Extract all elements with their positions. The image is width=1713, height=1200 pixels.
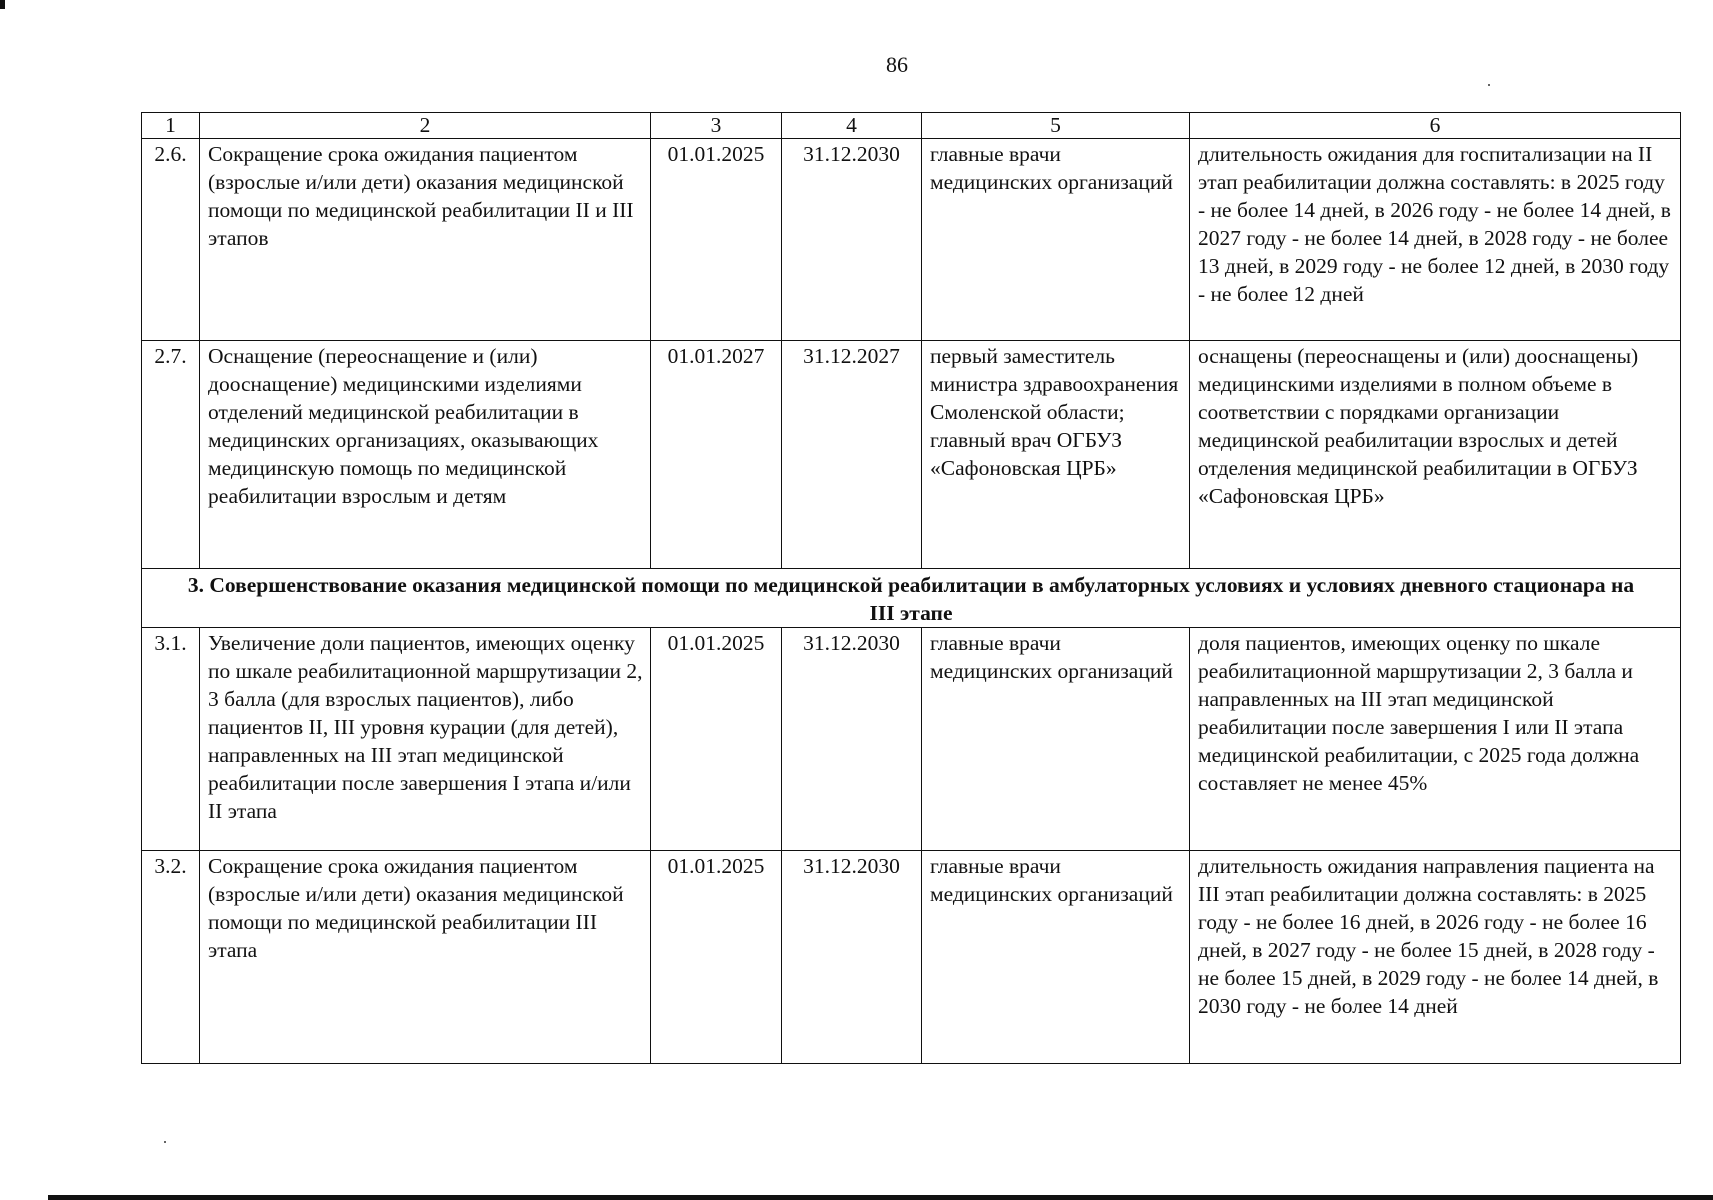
responsible-party: главные врачи медицинских организаций bbox=[922, 628, 1190, 851]
task-description: Оснащение (переоснащение и (или) дооснащение) медицинскими изделиями отделений медицинской реабилитации в медицинских организациях, оказывающих медицинскую помощь по медицинской реабилитации взрослым и детям bbox=[200, 341, 651, 569]
scan-corner-mark bbox=[0, 0, 5, 9]
end-date: 31.12.2027 bbox=[782, 341, 922, 569]
section-row bbox=[142, 569, 1681, 628]
scan-speck bbox=[164, 1141, 166, 1143]
table-row bbox=[142, 628, 1681, 851]
task-description: Сокращение срока ожидания пациентом (взрослые и/или дети) оказания медицинской помощи по медицинской реабилитации III этапа bbox=[200, 851, 651, 1064]
item-number: 2.7. bbox=[142, 341, 200, 569]
section-title: 3. Совершенствование оказания медицинской помощи по медицинской реабилитации в амбулаторных условиях и условиях дневного стационара на III этапе bbox=[142, 569, 1681, 628]
responsible-party: главные врачи медицинских организаций bbox=[922, 139, 1190, 341]
column-header: 6 bbox=[1190, 113, 1681, 139]
table-row bbox=[142, 139, 1681, 341]
end-date: 31.12.2030 bbox=[782, 851, 922, 1064]
task-description: Увеличение доли пациентов, имеющих оценку по шкале реабилитационной маршрутизации 2, 3 балла (для взрослых пациентов), либо пациентов II, III уровня курации (для детей), направленных на III этап медицинской реабилитации после завершения I этапа и/или II этапа bbox=[200, 628, 651, 851]
column-header: 3 bbox=[651, 113, 782, 139]
end-date: 31.12.2030 bbox=[782, 628, 922, 851]
task-description: Сокращение срока ожидания пациентом (взрослые и/или дети) оказания медицинской помощи по медицинской реабилитации II и III этапов bbox=[200, 139, 651, 341]
item-number: 2.6. bbox=[142, 139, 200, 341]
column-header: 1 bbox=[142, 113, 200, 139]
bottom-border-line bbox=[48, 1195, 1713, 1200]
column-number-row bbox=[142, 113, 1681, 139]
expected-result: доля пациентов, имеющих оценку по шкале реабилитационной маршрутизации 2, 3 балла и направленных на III этап медицинской реабилитации после завершения I или II этапа медицинской реабилитации, с 2025 года должна составляет не менее 45% bbox=[1190, 628, 1681, 851]
start-date: 01.01.2025 bbox=[651, 628, 782, 851]
item-number: 3.1. bbox=[142, 628, 200, 851]
table-row bbox=[142, 851, 1681, 1064]
expected-result: длительность ожидания для госпитализации на II этап реабилитации должна составлять: в 2025 году - не более 14 дней, в 2026 году - не более 14 дней, в 2027 году - не более 14 дней, в 2028 году - не более 13 дней, в 2029 году - не более 12 дней, в 2030 году - не более 12 дней bbox=[1190, 139, 1681, 341]
start-date: 01.01.2025 bbox=[651, 851, 782, 1064]
start-date: 01.01.2025 bbox=[651, 139, 782, 341]
expected-result: длительность ожидания направления пациента на III этап реабилитации должна составлять: в 2025 году - не более 16 дней, в 2026 году - не более 16 дней, в 2027 году - не более 15 дней, в 2028 году - не более 15 дней, в 2029 году - не более 14 дней, в 2030 году - не более 14 дней bbox=[1190, 851, 1681, 1064]
responsible-party: главные врачи медицинских организаций bbox=[922, 851, 1190, 1064]
start-date: 01.01.2027 bbox=[651, 341, 782, 569]
table-row bbox=[142, 341, 1681, 569]
expected-result: оснащены (переоснащены и (или) дооснащены) медицинскими изделиями в полном объеме в соответствии с порядками организации медицинской реабилитации взрослых и детей отделения медицинской реабилитации в ОГБУЗ «Сафоновская ЦРБ» bbox=[1190, 341, 1681, 569]
column-header: 5 bbox=[922, 113, 1190, 139]
scan-speck bbox=[1488, 84, 1490, 86]
responsible-party: первый заместитель министра здравоохранения Смоленской области; главный врач ОГБУЗ «Сафоновская ЦРБ» bbox=[922, 341, 1190, 569]
item-number: 3.2. bbox=[142, 851, 200, 1064]
end-date: 31.12.2030 bbox=[782, 139, 922, 341]
page-number: 86 bbox=[886, 52, 908, 77]
column-header: 4 bbox=[782, 113, 922, 139]
activity-plan-table bbox=[141, 112, 1681, 1064]
column-header: 2 bbox=[200, 113, 651, 139]
